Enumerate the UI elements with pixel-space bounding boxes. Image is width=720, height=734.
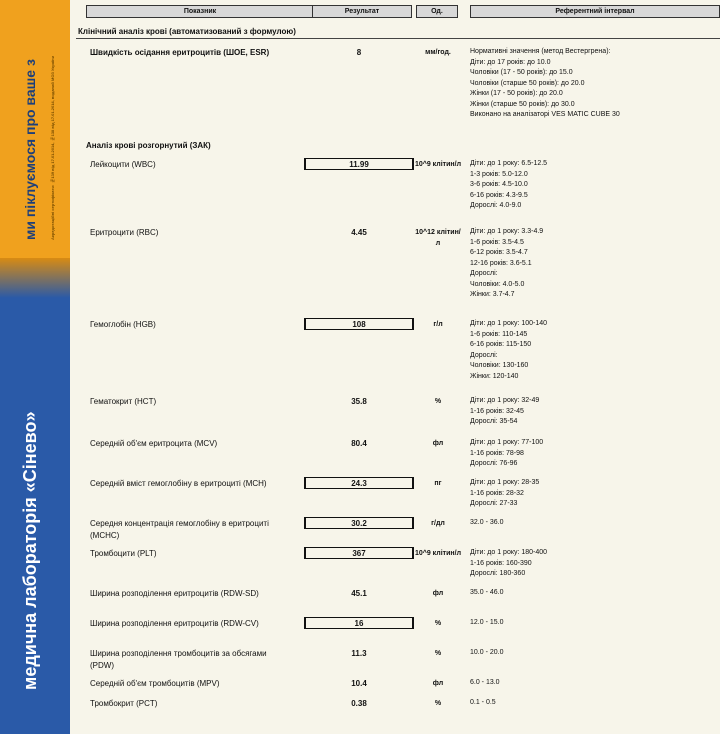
ref-line: Діти: до 1 року: 6.5-12.5 bbox=[470, 160, 548, 167]
brand-sidebar bbox=[0, 0, 70, 734]
param-reference bbox=[470, 396, 720, 428]
param-result: 45.1 bbox=[351, 589, 367, 598]
param-reference bbox=[470, 678, 720, 689]
ref-line: Чоловіки: 4.0-5.0 bbox=[470, 280, 525, 288]
param-unit: фл bbox=[432, 680, 444, 687]
ref-line: Чоловіки (17 - 50 років): до 15.0 bbox=[470, 69, 573, 76]
ref-line: 6.0 - 13.0 bbox=[470, 679, 500, 686]
ref-line: Діти: до 1 року: 28-35 bbox=[470, 479, 540, 486]
section-title-cbc: Клінічний аналіз крові (автоматизований з формулою) bbox=[78, 27, 296, 36]
ref-line: Діти: до 1 року: 32-49 bbox=[470, 397, 540, 404]
param-name: Середній об'єм еритроцита (MCV) bbox=[90, 439, 218, 448]
report-page bbox=[70, 0, 720, 734]
ref-line: 1-16 років: 28-32 bbox=[470, 489, 524, 497]
param-result: 11.3 bbox=[351, 649, 367, 658]
ref-line: Дорослі: 4.0-9.0 bbox=[470, 202, 522, 209]
slogan-text: ми піклуємося про ваше з bbox=[22, 59, 38, 240]
ref-line: Дорослі: 76-96 bbox=[470, 460, 518, 467]
param-name: Гематокрит (HCT) bbox=[90, 397, 157, 406]
param-reference bbox=[470, 548, 720, 580]
param-unit: г/дл bbox=[431, 520, 445, 527]
param-result: 367 bbox=[304, 547, 414, 559]
param-result: 8 bbox=[356, 48, 362, 57]
param-unit: % bbox=[434, 700, 442, 707]
ref-line: Дорослі: 35-54 bbox=[470, 418, 518, 425]
ref-line: Діти: до 1 року: 100-140 bbox=[470, 320, 548, 327]
param-result: 30.2 bbox=[304, 517, 414, 529]
ref-line: Жінки: 3.7-4.7 bbox=[470, 291, 515, 298]
param-name: Тромбокрит (PCT) bbox=[90, 699, 158, 708]
header-unit: Од. bbox=[416, 5, 458, 18]
ref-line: 1-16 років: 78-98 bbox=[470, 449, 524, 457]
ref-line: 1-6 років: 3.5-4.5 bbox=[470, 238, 524, 246]
ref-line: Виконано на аналізаторі VES MATIC CUBE 30 bbox=[470, 111, 620, 118]
param-name: Тромбоцити (PLT) bbox=[90, 549, 157, 558]
header-result: Результат bbox=[312, 5, 412, 18]
ref-line: 0.1 - 0.5 bbox=[470, 699, 496, 706]
param-name: Швидкість осідання еритроцитів (ШОЕ, ESR) bbox=[90, 48, 270, 57]
certificate-text: Акредитаційні сертифікати: №139 від 17.01.2014, №138 від 17.01.2014, виданий МОЗ України bbox=[50, 55, 55, 240]
param-name: Середній вміст гемоглобіну в еритроциті (MCH) bbox=[90, 479, 267, 488]
param-reference bbox=[470, 47, 720, 121]
param-reference bbox=[470, 159, 720, 212]
ref-line: 6-16 років: 4.3-9.5 bbox=[470, 191, 528, 199]
param-reference bbox=[470, 618, 720, 629]
param-result: 11.99 bbox=[304, 158, 414, 170]
param-result: 16 bbox=[304, 617, 414, 629]
param-reference bbox=[470, 438, 720, 470]
param-name: Ширина розподілення тромбоцитів за обсягами (PDW) bbox=[90, 649, 267, 670]
ref-line: 12-16 років: 3.6-5.1 bbox=[470, 259, 532, 267]
header-reference: Референтний інтервал bbox=[470, 5, 720, 18]
ref-line: Дорослі: 180-360 bbox=[470, 570, 526, 577]
ref-line: 3-6 років: 4.5-10.0 bbox=[470, 181, 528, 188]
param-unit: пг bbox=[434, 480, 442, 487]
param-name: Ширина розподілення еритроцитів (RDW-SD) bbox=[90, 589, 259, 598]
param-reference bbox=[470, 648, 720, 659]
ref-line: Жінки: 120-140 bbox=[470, 372, 519, 380]
param-result: 4.45 bbox=[351, 228, 367, 237]
ref-line: Чоловіки: 130-160 bbox=[470, 362, 529, 369]
brand-name: медична лабораторія «Сінево» bbox=[20, 411, 40, 690]
param-name: Гемоглобін (HGB) bbox=[90, 320, 156, 329]
param-reference bbox=[470, 319, 720, 382]
ref-line: 1-16 років: 32-45 bbox=[470, 407, 524, 415]
param-unit: фл bbox=[432, 440, 444, 447]
param-unit: фл bbox=[432, 590, 444, 597]
header-parameter: Показник bbox=[86, 5, 314, 18]
ref-line: Діти: до 1 року: 77-100 bbox=[470, 439, 544, 446]
ref-line: Чоловіки (старше 50 років): до 20.0 bbox=[470, 79, 585, 87]
param-unit: 10^9 клітин/л bbox=[414, 161, 462, 168]
ref-line: 35.0 - 46.0 bbox=[470, 589, 504, 596]
section-divider bbox=[76, 38, 720, 39]
ref-line: 12.0 - 15.0 bbox=[470, 619, 504, 626]
param-name: Ширина розподілення еритроцитів (RDW-CV) bbox=[90, 619, 259, 628]
param-unit: 10^9 клітин/л bbox=[414, 550, 462, 557]
param-unit: % bbox=[434, 398, 442, 405]
param-result: 35.8 bbox=[351, 397, 367, 406]
ref-line: Діти: до 1 року: 3.3-4.9 bbox=[470, 228, 544, 235]
param-unit: % bbox=[434, 650, 442, 657]
param-reference bbox=[470, 698, 720, 709]
ref-line: 6-12 років: 3.5-4.7 bbox=[470, 249, 528, 256]
param-name: Середній об'єм тромбоцитів (MPV) bbox=[90, 679, 220, 688]
param-result: 108 bbox=[304, 318, 414, 330]
section-title-expanded: Аналіз крові розгорнутий (ЗАК) bbox=[86, 141, 211, 150]
param-name: Еритроцити (RBC) bbox=[90, 228, 159, 237]
ref-line: Діти: до 1 року: 180-400 bbox=[470, 549, 548, 556]
ref-line: 10.0 - 20.0 bbox=[470, 649, 504, 656]
param-unit: мм/год. bbox=[425, 49, 451, 56]
param-result: 80.4 bbox=[351, 439, 367, 448]
param-reference bbox=[470, 478, 720, 510]
ref-line: Жінки (17 - 50 років): до 20.0 bbox=[470, 90, 563, 97]
param-name: Лейкоцити (WBC) bbox=[90, 160, 156, 169]
ref-line: Дорослі: bbox=[470, 270, 498, 277]
param-unit: % bbox=[434, 620, 442, 627]
param-unit: 10^12 клітин/л bbox=[415, 229, 461, 247]
param-reference bbox=[470, 518, 720, 529]
ref-line: Діти: до 17 років: до 10.0 bbox=[470, 58, 551, 66]
ref-line: Дорослі: 27-33 bbox=[470, 500, 518, 507]
param-result: 0.38 bbox=[351, 699, 367, 708]
ref-line: Жінки (старше 50 років): до 30.0 bbox=[470, 100, 575, 108]
ref-line: 1-3 років: 5.0-12.0 bbox=[470, 170, 528, 178]
ref-line: 1-6 років: 110-145 bbox=[470, 330, 528, 338]
ref-line: 1-16 років: 160-390 bbox=[470, 559, 532, 567]
param-result: 24.3 bbox=[304, 477, 414, 489]
param-name: Середня концентрація гемоглобіну в еритроциті (MCHC) bbox=[90, 519, 269, 540]
param-result: 10.4 bbox=[351, 679, 367, 688]
param-reference bbox=[470, 588, 720, 599]
param-unit: г/л bbox=[433, 321, 443, 328]
ref-line: Нормативні значення (метод Вестергрена): bbox=[470, 48, 611, 55]
sidebar-fold bbox=[0, 258, 70, 298]
ref-line: 6-16 років: 115-150 bbox=[470, 341, 532, 348]
ref-line: 32.0 - 36.0 bbox=[470, 519, 504, 526]
param-reference bbox=[470, 227, 720, 301]
ref-line: Дорослі: bbox=[470, 351, 498, 359]
